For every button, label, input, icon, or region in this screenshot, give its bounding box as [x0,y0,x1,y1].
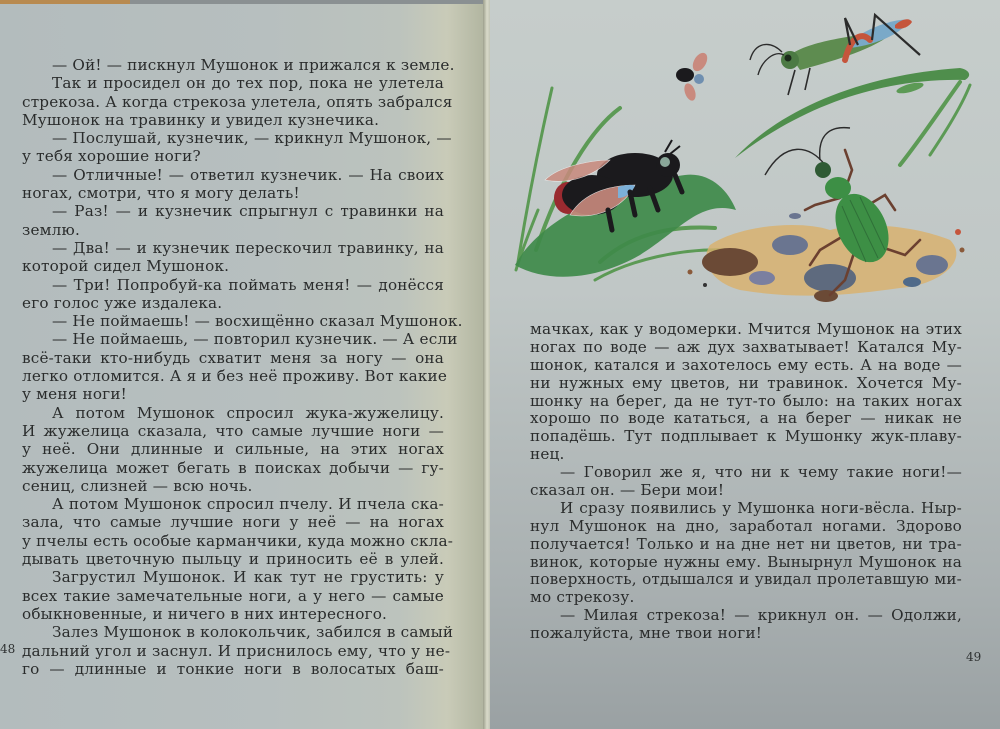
page-number-right: 49 [966,650,982,664]
text-line: А потом Мушонок спросил пчелу. И пчела ска- [52,495,444,514]
text-line: шонку на берег, да не тут-то было: на таких ногах [530,391,962,410]
text-line: у пчелы есть особые карманчики, куда можно скла- [22,531,454,550]
text-line: поверхность, отдышался и увидал пролетавшую ми- [530,570,962,589]
text-line: винок, которые нужны ему. Вынырнул Мушонок на [530,552,962,571]
text-line: попадёшь. Тут подплывает к Мушонку жук-плаву- [530,427,962,446]
text-line: получается! Только и на дне нет ни цветов, ни тра- [530,534,962,553]
page-number-left: 48 [0,642,16,656]
text-line: — Послушай, кузнечик, — крикнул Мушонок, — [52,129,452,148]
text-line: ногах, смотри, что я могу делать! [22,184,300,203]
text-line: его голос уже издалека. [22,293,223,312]
text-line: Загрустил Мушонок. И как тут не грустить: у [52,568,444,587]
text-line: стрекоза. А когда стрекоза улетела, опять забрался [22,92,453,111]
right-page-text [530,321,962,643]
left-page-text [22,56,463,678]
text-line: дальний угол и заснул. И приснилось ему, что у не- [22,641,451,660]
text-line: И сразу появились у Мушонка ноги-вёсла. Ныр- [560,498,962,517]
text-line: — Не поймаешь! — восхищённо сказал Мушонок. [52,312,463,331]
text-line: всех такие замечательные ноги, а у него — самые [22,586,444,605]
text-line: у тебя хорошие ноги? [22,147,201,166]
text-line: хорошо по воде кататься, а на берег — никак не [530,409,962,428]
sand-pebbles-icon [688,213,965,302]
text-line: — Раз! — и кузнечик спрыгнул с травинки на [52,202,444,221]
text-line: пожалуйста, мне твои ноги! [530,624,763,643]
text-line: нец. [530,445,565,464]
insects-illustration [500,0,1000,320]
left-page [0,4,486,729]
text-line: Залез Мушонок в колокольчик, забился в самый [52,623,454,642]
text-line: дывать цветочную пыльцу и приносить её в улей. [22,550,444,569]
text-line: обыкновенные, и ничего в них интересного. [22,604,388,623]
text-line: сказал он. — Бери мои! [530,481,725,500]
text-line: всё-таки кто-нибудь схватит меня за ногу — она [22,348,444,367]
text-line: зала, что самые лучшие ноги у неё — на ногах [22,513,444,532]
text-line: у неё. Они длинные и сильные, на этих ногах [22,440,444,459]
text-line: нул Мушонок на дно, заработал ногами. Здорово [530,516,962,535]
text-line: — Милая стрекоза! — крикнул он. — Одолжи, [560,606,962,625]
text-line: — Три! Попробуй-ка поймать меня! — донёсся [52,275,444,294]
text-line: го — длинные и тонкие ноги в волосатых баш- [22,659,444,678]
text-line: шонок, катался и захотелось ему есть. А на воде — [530,355,962,374]
text-line: которой сидел Мушонок. [22,257,230,276]
text-line: у меня ноги! [22,385,127,404]
text-line: — Говорил же я, что ни к чему такие ноги!— [560,463,962,482]
text-line: — Не поймаешь, — повторил кузнечик. — А если [52,330,458,349]
text-line: жужелица может бегать в поисках добычи — гу- [22,458,444,477]
text-line: Так и просидел он до тех пор, пока не улетела [52,74,444,93]
text-line: — Ой! — пискнул Мушонок и прижался к земле. [52,56,455,74]
text-line: мо стрекозу. [530,588,635,607]
text-line: легко отломится. А я и без неё проживу. Вот какие [22,367,448,386]
text-line: А потом Мушонок спросил жука-жужелицу. [52,403,444,422]
text-line: — Отличные! — ответил кузнечик. — На своих [52,165,444,184]
text-line: землю. [22,220,80,239]
text-line: И жужелица сказала, что самые лучшие ноги — [22,421,444,440]
small-bee-icon [676,50,710,102]
text-line: ногах по воде — аж дух захватывает! Катался Му- [530,337,962,356]
grass-right-icon [735,68,970,165]
text-line: — Два! — и кузнечик перескочил травинку, на [52,238,444,257]
text-line: мачках, как у водомерки. Мчится Мушонок на этих [530,320,962,338]
text-line: ни нужных ему цветов, ни травинок. Хочется Му- [530,373,962,392]
text-line: сениц, слизней — всю ночь. [22,476,253,495]
text-line: Мушонок на травинку и увидел кузнечика. [22,110,380,129]
